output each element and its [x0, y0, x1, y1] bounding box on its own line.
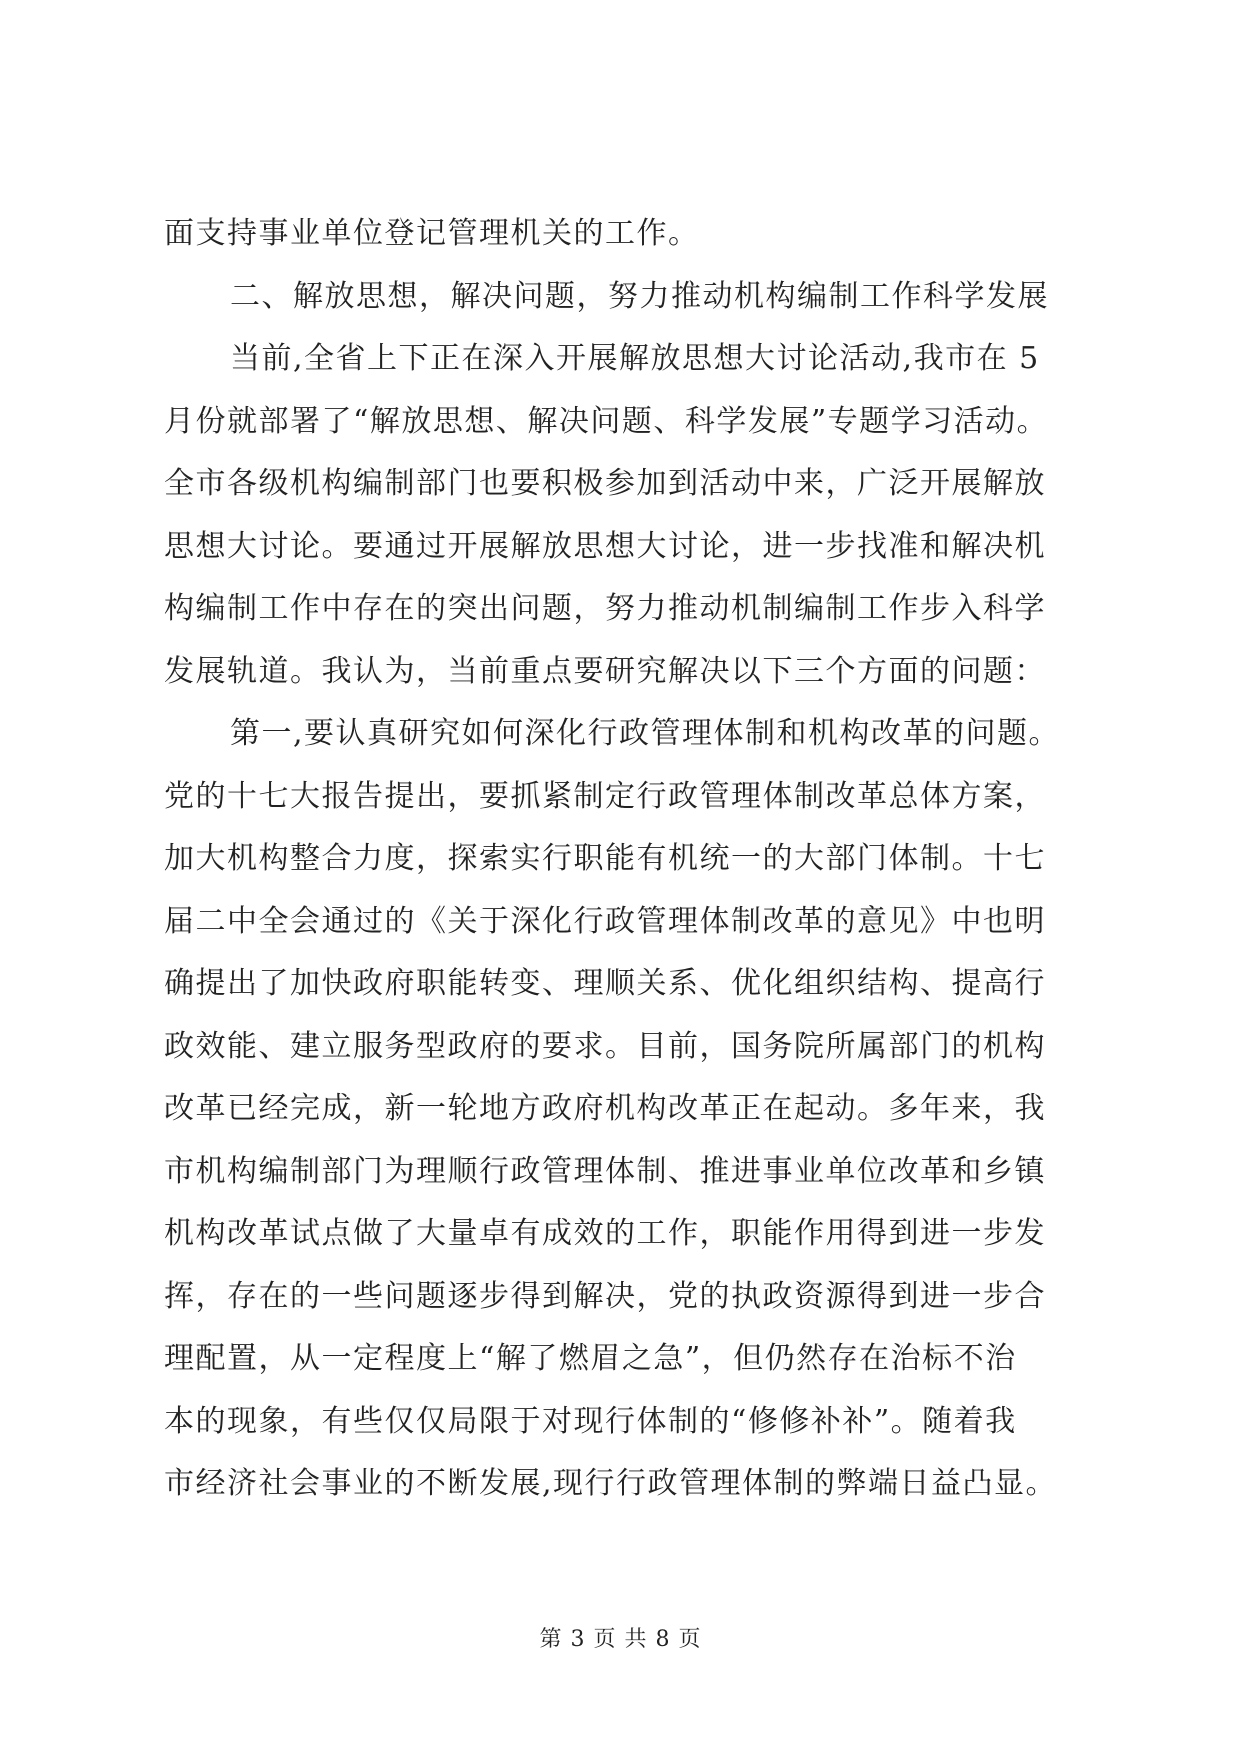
body-line-1: 面支持事业单位登记管理机关的工作。	[164, 216, 700, 251]
body-line-6: 思想大讨论。要通过开展解放思想大讨论，进一步找准和解决机	[164, 528, 1046, 564]
body-line-21: 市经济社会事业的不断发展,现行行政管理体制的弊端日益凸显。	[164, 1466, 1058, 1501]
body-line-14: 政效能、建立服务型政府的要求。目前，国务院所属部门的机构	[164, 1028, 1046, 1064]
body-line-3: 当前,全省上下正在深入开展解放思想大讨论活动,我市在 5	[230, 341, 1040, 376]
body-line-20: 本的现象，有些仅仅局限于对现行体制的“修修补补”。随着我	[164, 1403, 1017, 1439]
body-line-13: 确提出了加快政府职能转变、理顺关系、优化组织结构、提高行	[164, 966, 1046, 1001]
section-heading: 二、解放思想，解决问题，努力推动机构编制工作科学发展	[230, 278, 1049, 314]
body-line-10: 党的十七大报告提出，要抓紧制定行政管理体制改革总体方案，	[164, 778, 1046, 814]
body-line-9: 第一,要认真研究如何深化行政管理体制和机构改革的问题。	[230, 716, 1061, 751]
body-line-18: 挥，存在的一些问题逐步得到解决，党的执政资源得到进一步合	[164, 1278, 1046, 1314]
body-line-11: 加大机构整合力度，探索实行职能有机统一的大部门体制。十七	[164, 841, 1046, 876]
page-footer	[0, 1622, 1241, 1653]
body-line-17: 机构改革试点做了大量卓有成效的工作，职能作用得到进一步发	[164, 1216, 1046, 1251]
body-line-4: 月份就部署了“解放思想、解决问题、科学发展”专题学习活动。	[164, 403, 1049, 439]
body-line-7: 构编制工作中存在的突出问题，努力推动机制编制工作步入科学	[164, 591, 1046, 626]
body-line-12: 届二中全会通过的《关于深化行政管理体制改革的意见》中也明	[164, 903, 1046, 939]
page-number-label: 第 3 页 共 8 页	[539, 1627, 702, 1652]
body-line-19: 理配置，从一定程度上“解了燃眉之急”，但仍然存在治标不治	[164, 1341, 1017, 1376]
body-line-16: 市机构编制部门为理顺行政管理体制、推进事业单位改革和乡镇	[164, 1153, 1046, 1189]
body-line-15: 改革已经完成，新一轮地方政府机构改革正在起动。多年来，我	[164, 1091, 1046, 1126]
body-line-5: 全市各级机构编制部门也要积极参加到活动中来，广泛开展解放	[164, 466, 1046, 501]
document-body	[164, 203, 1084, 1516]
body-line-8: 发展轨道。我认为，当前重点要研究解决以下三个方面的问题：	[164, 653, 1046, 689]
